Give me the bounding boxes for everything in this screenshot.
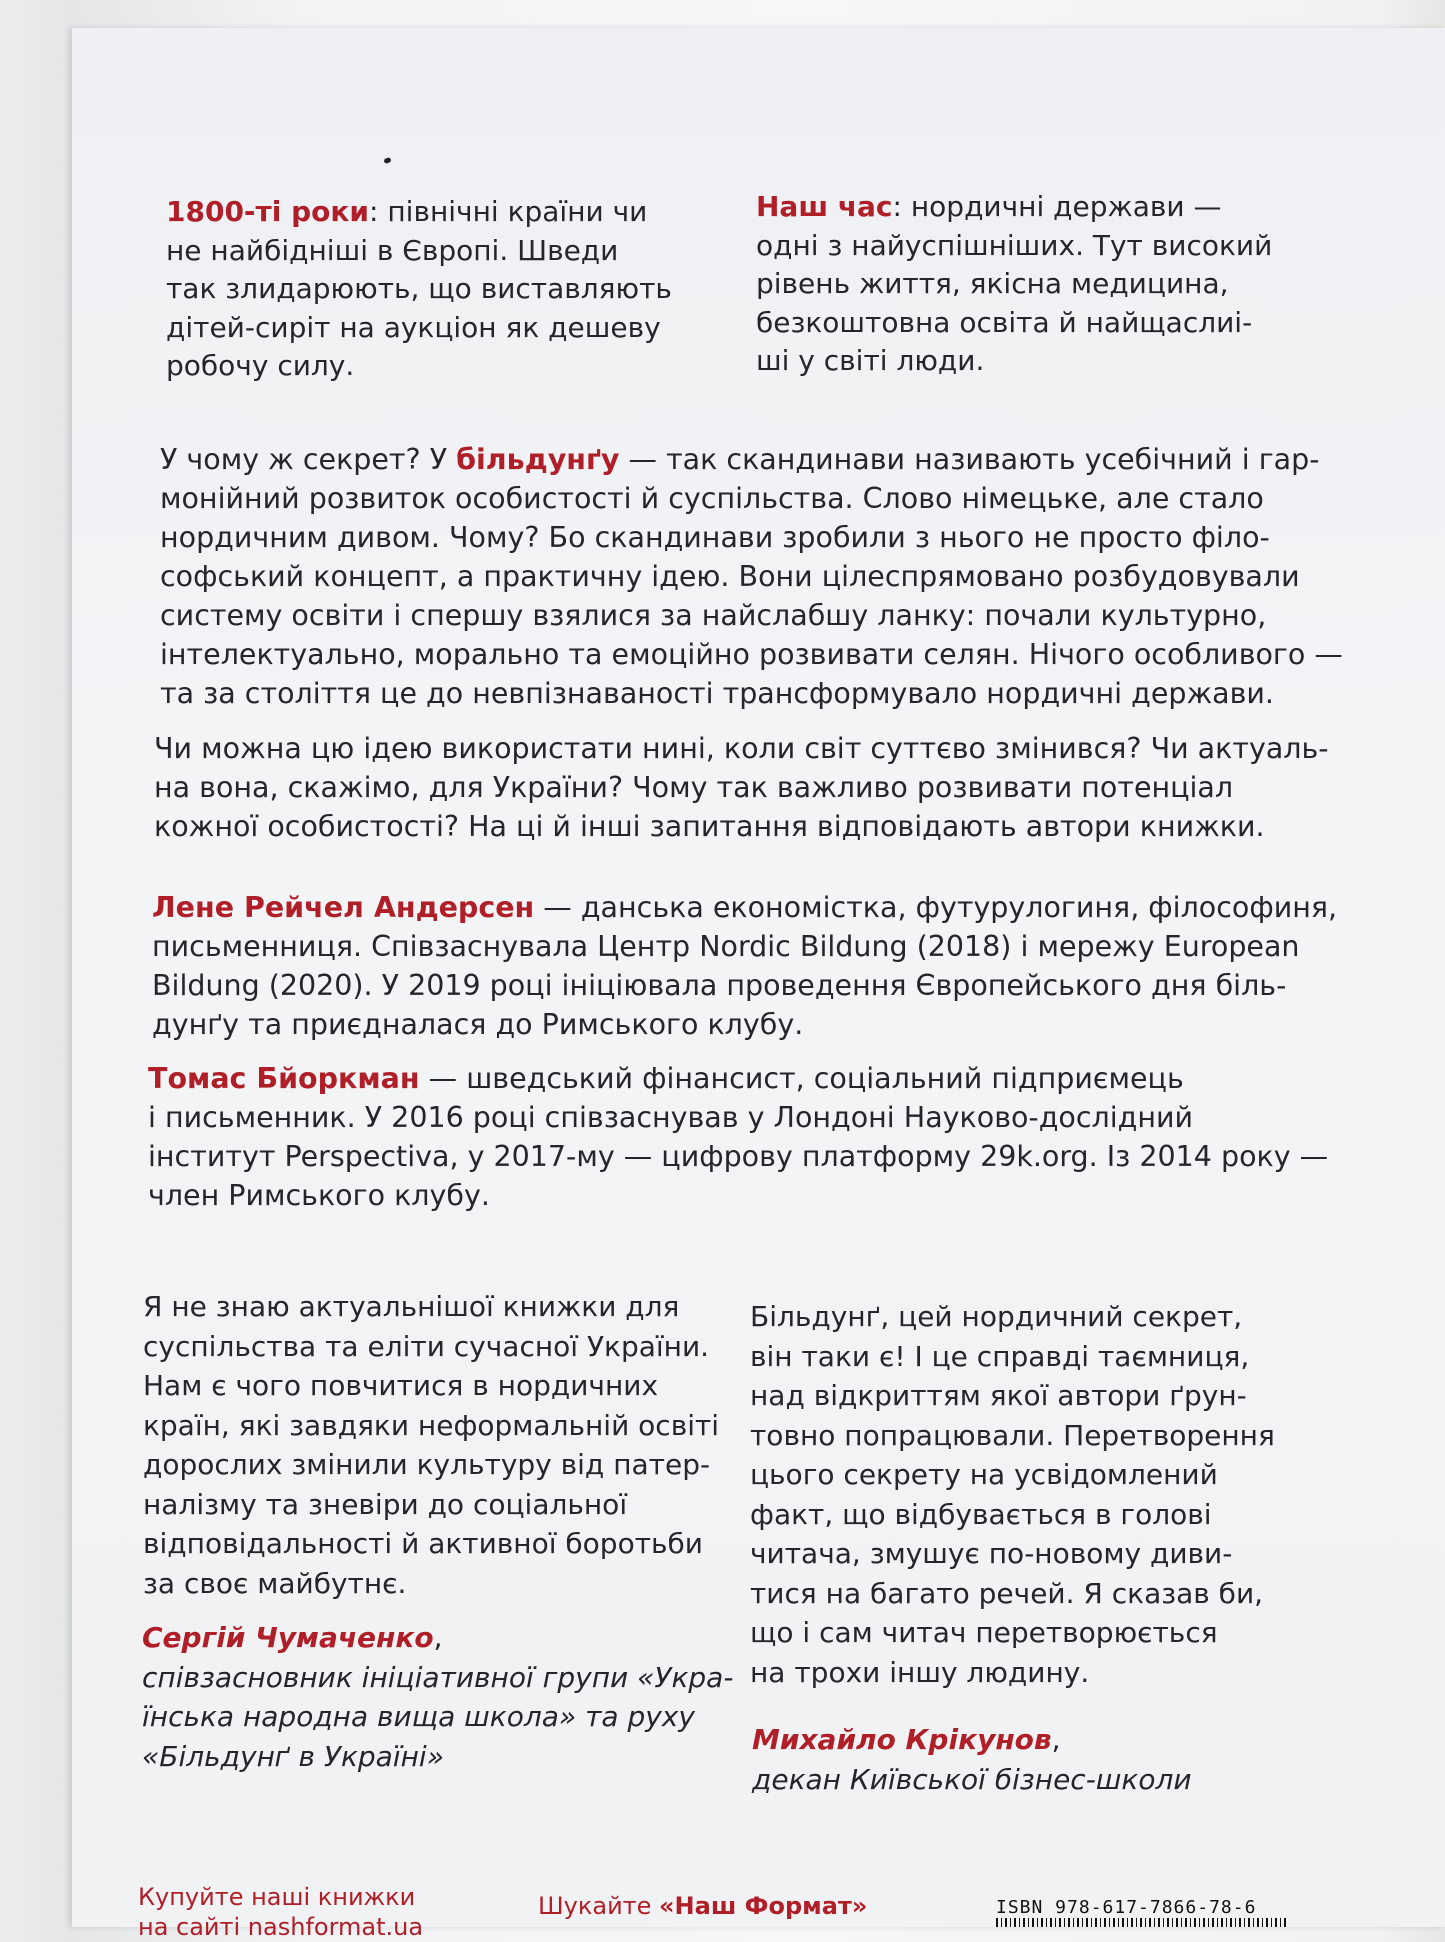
quote-left-line-6: налізму та зневіри до соціальної	[143, 1487, 628, 1521]
author-andersen-name: Лене Рейчел Андерсен	[152, 891, 535, 924]
andersen-line-2: письменниця. Співзаснувала Центр Nordic Bildung (2018) і мережу European	[152, 930, 1300, 963]
krikunov-role: декан Київської бізнес-школи	[752, 1762, 1192, 1796]
present-heading: Наш час	[756, 190, 893, 223]
buy-books-note	[138, 1882, 423, 1942]
author-bjorkman-bio	[148, 1059, 1329, 1215]
author-andersen-bio	[152, 888, 1338, 1044]
quote-left-line-1: Я не знаю актуальнішої книжки для	[143, 1290, 680, 1323]
question-line-2: на вона, скажімо, для України? Чому так важливо розвивати потенціал	[154, 771, 1234, 804]
history-heading: 1800-ті роки	[166, 195, 370, 228]
quote-left-line-4: країн, які завдяки неформальній освіті	[143, 1408, 720, 1442]
question-line-3: кожної особистості? На ці й інші запитання відповідають автори книжки.	[154, 810, 1265, 843]
buy-line-1: Купуйте наші книжки	[138, 1883, 416, 1911]
quote-left-line-7: відповідальності й активної боротьби	[143, 1527, 703, 1560]
quote-chumachenko	[143, 1287, 720, 1603]
present-block	[756, 188, 1276, 381]
krikunov-name: Михайло Крікунов	[752, 1723, 1052, 1756]
quote-left-line-2: суспільства та еліти сучасної України.	[143, 1329, 710, 1363]
bjorkman-line-3: інститут Perspectiva, у 2017-му — цифрову платформу 29k.org. Із 2014 року —	[148, 1140, 1329, 1173]
krikunov-signature	[752, 1720, 1292, 1799]
intro-line-3: нордичним дивом. Чому? Бо скандинави зробили з нього не просто філо-	[160, 521, 1270, 554]
quote-left-line-5: дорослих змінили культуру від патер-	[143, 1448, 711, 1481]
publisher-brand: «Наш Формат»	[659, 1892, 868, 1920]
history-line-3: так злидарюють, що виставляють	[166, 272, 672, 305]
intro-line-1: У чому ж секрет? У більдунґу — так скандинави називають усебічний і гар-	[160, 443, 1320, 476]
intro-line-2: монійний розвиток особистості й суспільства. Слово німецьке, але стало	[160, 482, 1264, 515]
andersen-line-3: Bildung (2020). У 2019 році ініціювала проведення Європейського дня біль-	[152, 969, 1287, 1002]
andersen-line-4: дунґу та приєдналася до Римського клубу.	[152, 1008, 804, 1041]
chumachenko-role-2: їнська народна вища школа» та руху	[142, 1700, 695, 1733]
bjorkman-line-2: і письменник. У 2016 році співзаснував у Лондоні Науково-дослідний	[148, 1101, 1194, 1134]
quote-left-line-3: Нам є чого повчитися в нордичних	[143, 1369, 659, 1402]
history-line-2: не найбідніші в Європі. Шведи	[166, 233, 619, 267]
quote-right-line-2: він таки є! І це справді таємниця,	[750, 1339, 1250, 1373]
bjorkman-line-1: Томас Бйоркман — шведський фінансист, соціальний підприємець	[148, 1062, 1184, 1095]
intro-line-7: та за століття це до невпізнаваності трансформувало нордичні держави.	[160, 677, 1274, 710]
quote-right-line-6: факт, що відбувається в голові	[750, 1497, 1212, 1531]
isbn-number: ISBN 978-617-7866-78-6	[996, 1897, 1257, 1918]
chumachenko-name-line: Сергій Чумаченко,	[142, 1621, 443, 1654]
quote-right-line-8: тися на багато речей. Я сказав би,	[750, 1576, 1264, 1610]
chumachenko-name: Сергій Чумаченко	[142, 1621, 434, 1654]
bildung-highlight: більдунґу	[456, 443, 620, 476]
search-publisher-note: Шукайте «Наш Формат»	[538, 1892, 868, 1920]
quote-right-line-1: Більдунґ, цей нордичний секрет,	[750, 1300, 1243, 1333]
history-line-1: 1800-ті роки: північні країни чи	[166, 195, 648, 228]
krikunov-name-line: Михайло Крікунов,	[752, 1723, 1061, 1756]
quote-left-line-8: за своє майбутнє.	[143, 1566, 407, 1600]
bjorkman-line-4: член Римського клубу.	[148, 1179, 490, 1212]
quote-right-line-3: над відкриттям якої автори ґрун-	[750, 1379, 1247, 1412]
intro-line-4: софський концепт, а практичну ідею. Вони цілеспрямовано розбудовували	[160, 560, 1300, 593]
chumachenko-signature	[142, 1618, 734, 1776]
barcode	[996, 1918, 1286, 1927]
present-line-3: рівень життя, якісна медицина,	[756, 267, 1229, 300]
author-bjorkman-name: Томас Бйоркман	[148, 1062, 420, 1095]
present-line-1: Наш час: нордичні держави —	[756, 190, 1222, 223]
intro-line-6: інтелектуально, морально та емоційно розвивати селян. Нічого особливого —	[160, 638, 1343, 671]
intro-line-5: систему освіти і спершу взялися за найслабшу ланку: почали культурно,	[160, 599, 1267, 632]
andersen-line-1: Лене Рейчел Андерсен — данська економістка, футурулогиня, філософиня,	[152, 891, 1338, 924]
chumachenko-role-1: співзасновник ініціативної групи «Укра-	[142, 1660, 734, 1694]
quote-right-line-4: товно попрацювали. Перетворення	[750, 1418, 1275, 1452]
history-block	[166, 193, 672, 386]
buy-line-2: на сайті nashformat.ua	[138, 1913, 424, 1941]
history-line-4: дітей-сиріт на аукціон як дешеву	[166, 310, 661, 344]
intro-paragraph	[160, 440, 1343, 713]
quote-krikunov	[750, 1297, 1290, 1692]
chumachenko-role-3: «Більдунґ в Україні»	[142, 1739, 444, 1773]
question-line-1: Чи можна цю ідею використати нині, коли світ суттєво змінився? Чи актуаль-	[154, 732, 1329, 765]
quote-right-line-9: що і сам читач перетворюється	[750, 1616, 1218, 1649]
history-line-5: робочу силу.	[166, 349, 355, 382]
present-line-5: ші у світі люди.	[756, 344, 985, 377]
present-line-2: одні з найуспішніших. Тут високий	[756, 228, 1273, 262]
present-line-4: безкоштовна освіта й найщаслиі-	[756, 305, 1253, 339]
quote-right-line-5: цього секрету на усвідомлений	[750, 1458, 1218, 1491]
quote-right-line-7: читача, змушує по-новому диви-	[750, 1537, 1233, 1570]
quote-right-line-10: на трохи іншу людину.	[750, 1655, 1090, 1689]
question-paragraph	[154, 729, 1329, 846]
